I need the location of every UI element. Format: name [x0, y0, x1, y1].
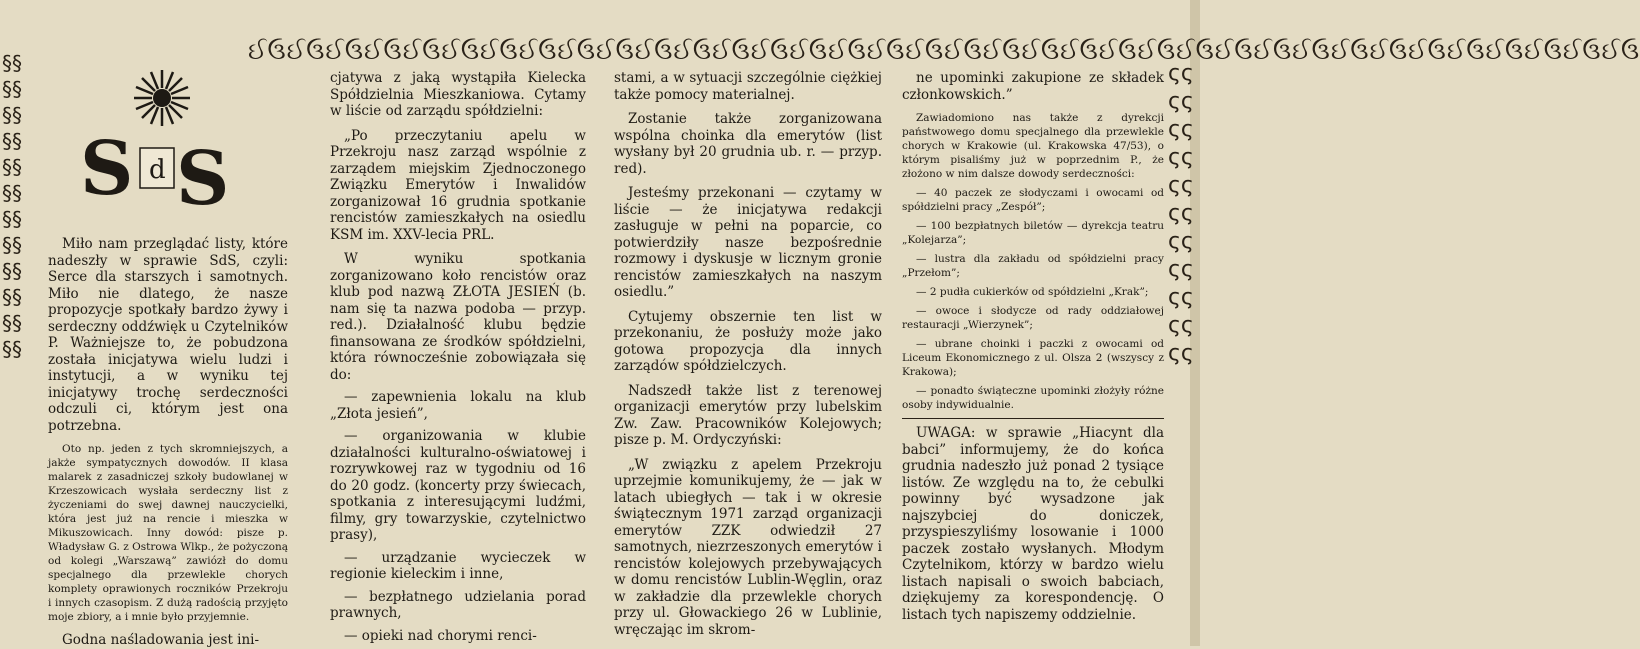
column-1 — [48, 236, 288, 649]
list-item: — 2 pudła cukierków od spółdzielni „Krak”; — [916, 286, 1149, 298]
paragraph: „W związku z apelem Przekroju uprzejmie komunikujemy, że — jak w latach ubiegłych — tak i w okresie świątecznym 1971 zarząd organizacji emerytów ZZK odwiedził 27 samotnych, niezrzeszonych emerytów i rencistów kolejowych przebywających w domu rencistów Lublin-Węglin, oraz w zakładzie dla przewlekle chorych przy ul. Głowackiego 26 w Lublinie, wręczając im skrom- — [614, 456, 882, 638]
paragraph: Zostanie także zorganizowana wspólna choinka dla emerytów (list wysłany był 20 grudnia ub. r. — przyp. red). — [614, 111, 882, 177]
list-item: — ponadto świąteczne upominki złożyły różne osoby indywidualnie. — [902, 385, 1164, 411]
paragraph: Nadszedł także list z terenowej organizacji emerytów przy lubelskim Zw. Zaw. Pracowników Kolejowych; pisze p. M. Ordyczyński: — [614, 382, 882, 448]
list-item: — owoce i słodycze od rady oddziałowej restauracji „Wierzynek”; — [902, 305, 1164, 331]
continuation-line: Godna naśladowania jest ini- — [62, 632, 260, 648]
paragraph: Zawiadomiono nas także z dyrekcji państwowego domu specjalnego dla przewlekle chorych w Krakowie (ul. Krakowska 47/53), o którym pisaliśmy już w poprzednim P., że złożono w nim dalsze dowody serdeczności: — [902, 112, 1164, 180]
paragraph: ne upominki zakupione ze składek członkowskich.” — [902, 70, 1164, 103]
list-item: — lustra dla zakładu od spółdzielni pracy „Przełom”; — [902, 253, 1164, 279]
notice-paragraph: UWAGA: w sprawie „Hiacynt dla babci” informujemy, że do końca grudnia nadeszło już ponad 2 tysiące listów. Ze względu na to, że cebulki powinny być wysadzone jak najszybciej do doniczek, przyspieszyliśmy losowanie i 1000 paczek zostało wysłanych. Młodym Czytelnikom, którzy w bardzo wielu listach napisali o swoich babciach, dziękujemy za korespondencję. O listach tych napiszemy oddzielnie. — [902, 425, 1164, 623]
list-item: — zapewnienia lokalu na klub „Złota jesień”, — [330, 389, 586, 422]
svg-text:S: S — [80, 126, 134, 212]
decorative-border-right: ςςςςςςςςςςςςςςςςςςςςςς — [1168, 61, 1194, 366]
column-3 — [614, 70, 882, 638]
paragraph: Cytujemy obszernie ten list w przekonaniu, że posłuży może jako gotowa propozycja dla innych zarządów spółdzielczych. — [614, 308, 882, 374]
list-item: — bezpłatnego udzielania porad prawnych, — [330, 588, 586, 621]
sun-icon — [134, 70, 190, 126]
list-item: — 40 paczek ze słodyczami i owocami od spółdzielni pracy „Zespół”; — [902, 187, 1164, 213]
paragraph: Jesteśmy przekonani — czytamy w liście — że inicjatywa redakcji zasługuje w pełni na poparcie, co potwierdziły nasze bezpośrednie rozmowy i dyskusje w licznym gronie rencistów zamieszkałych na naszym osiedlu.” — [614, 185, 882, 300]
paragraph: stami, a w sytuacji szczególnie ciężkiej także pomocy materialnej. — [614, 70, 882, 103]
list-item: — 100 bezpłatnych biletów — dyrekcja teatru „Kolejarza”; — [902, 220, 1164, 246]
list-item: — opieki nad chorymi renci- — [344, 627, 537, 644]
examples-paragraph: Oto np. jeden z tych skromniejszych, a jakże sympatycznych dowodów. II klasa malarek z zasadniczej szkoły budowlanej w Krzeszowicach wysłała serdeczny list z życzeniami do swej dawnej nauczycielki, która jest już na rencie i mieszka w Mikuszowicach. Inny dowód: pisze p. Władysław G. z Ostrowa Wlkp., że pożyczoną od kolegi „Warszawą” zawiózł do domu specjalnego dla przewlekle chorych komplety oprawionych roczników Przekroju i innych czasopism. Z dużą radością przyjęto moje zbiory, a i mnie było przyjemnie. — [48, 443, 288, 623]
decorative-border-left: §§§§§§§§§§§§§§§§§§§§§§§§ — [2, 51, 22, 361]
paragraph: cjatywa z jaką wystąpiła Kielecka Spółdzielnia Mieszkaniowa. Cytamy w liście od zarządu spółdzielni: — [330, 70, 586, 119]
list-item: — urządzanie wycieczek w regionie kieleckim i inne, — [330, 549, 586, 582]
list-item: — ubrane choinki i paczki z owocami od Liceum Ekonomicznego z ul. Olsza 2 (wszyscy z Krakowa); — [902, 338, 1164, 378]
separator — [902, 418, 1164, 419]
column-4 — [902, 70, 1164, 623]
svg-text:S: S — [176, 136, 230, 222]
sds-logo — [78, 66, 238, 226]
paragraph: W wyniku spotkania zorganizowano koło rencistów oraz klub pod nazwą ZŁOTA JESIEŃ (b. nam się ta nazwa podoba — przyp. red.). Działalność klubu będzie finansowana ze środków spółdzielni, która równocześnie zobowiązała się do: — [330, 251, 586, 383]
intro-paragraph: Miło nam przeglądać listy, które nadeszły w sprawie SdS, czyli: Serce dla starszych i samotnych. Miło nie dlatego, że nasze propozycje spotkały bardzo żywy i serdeczny oddźwięk u Czytelników P. Ważniejsze to, że pobudzona została inicjatywa wielu ludzi i instytucji, a w wyniku tej inicjatywy trochę serdeczności odczuli ci, którym jest ona potrzebna. — [48, 236, 288, 434]
decorative-border-top: ઈઉઈઉઈઉઈઉઈઉઈઉઈઉઈઉઈઉઈઉઈઉઈઉઈઉઈઉઈઉઈઉઈઉઈઉઈઉઈઉઈઉઈઉઈઉઈઉઈઉઈઉઈઉઈઉઈઉઈઉઈઉઈઉઈઉઈઉઈઉઈઉ — [248, 37, 1640, 65]
column-2 — [330, 70, 586, 644]
list-item: — organizowania w klubie działalności kulturalno-oświatowej i rozrywkowej raz w tygodniu od 16 do 20 godz. (koncerty przy świecach, spotkania z interesującymi ludźmi, filmy, gry towarzyskie, czytelnictwo prasy), — [330, 428, 586, 543]
paragraph: „Po przeczytaniu apelu w Przekroju nasz zarząd wspólnie z zarządem miejskim Zjednoczonego Związku Emerytów i Inwalidów zorganizował 16 grudnia spotkanie rencistów zamieszkałych na osiedlu KSM im. XXV-lecia PRL. — [330, 127, 586, 243]
sds-lettering — [80, 126, 229, 222]
svg-text:d: d — [149, 155, 166, 185]
